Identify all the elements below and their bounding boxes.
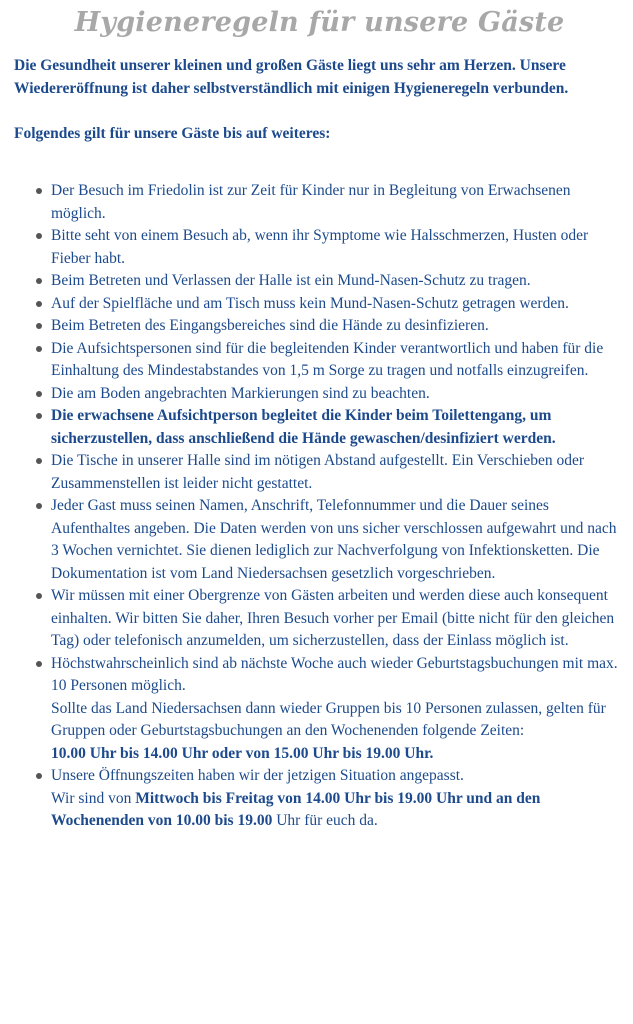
rule-item-birthday — [14, 653, 625, 766]
bullet-icon — [36, 503, 42, 509]
birthday-text: Höchstwahrscheinlich sind ab nächste Woche auch wieder Geburtstagsbuchungen mit max. 10 Personen möglich. — [51, 654, 618, 694]
bullet-icon — [36, 773, 42, 779]
rule-text: Die erwachsene Aufsichtperson begleitet die Kinder beim Toilettengang, um sicherzustellen, dass anschließend die Hände gewaschen/desinfiziert werden. — [51, 407, 556, 447]
bullet-icon — [36, 458, 42, 464]
rule-text: Die am Boden angebrachten Markierungen sind zu beachten. — [51, 384, 430, 402]
opening-hours-value: Mittwoch bis Freitag von 14.00 Uhr bis 19.00 Uhr und an den Wochenenden von 10.00 bis 19.00 — [51, 789, 541, 829]
rule-item — [14, 315, 625, 338]
birthday-times-end: . — [429, 744, 434, 762]
bullet-icon — [36, 233, 42, 239]
bullet-icon — [36, 346, 42, 352]
rule-item — [14, 495, 625, 585]
bullet-icon — [36, 323, 42, 329]
rule-item — [14, 270, 625, 293]
rule-item-opening-hours — [14, 765, 625, 833]
rule-text: Die Tische in unserer Halle sind im nötigen Abstand aufgestellt. Ein Verschieben oder Zusammenstellen ist leider nicht gestattet. — [51, 452, 585, 492]
opening-hours-pre: Wir sind von — [51, 789, 136, 807]
rule-item — [14, 225, 625, 270]
bullet-icon — [36, 593, 42, 599]
rule-text: Bitte seht von einem Besuch ab, wenn ihr Symptome wie Halsschmerzen, Husten oder Fieber habt. — [51, 227, 589, 267]
rule-item — [14, 450, 625, 495]
rule-item — [14, 338, 625, 383]
rules-subheading: Folgendes gilt für unsere Gäste bis auf weiteres: — [14, 125, 331, 142]
intro-paragraph: Die Gesundheit unserer kleinen und großen Gäste liegt uns sehr am Herzen. Unsere Wiedereröffnung ist daher selbstverständlich mit einigen Hygieneregeln verbunden. — [14, 57, 569, 97]
rule-text: Der Besuch im Friedolin ist zur Zeit für Kinder nur in Begleitung von Erwachsenen möglich. — [51, 182, 571, 222]
opening-hours-line — [51, 788, 625, 833]
page-title: Hygieneregeln für unsere Gäste — [74, 7, 565, 38]
bullet-icon — [36, 301, 42, 307]
rule-item-emphasized — [14, 405, 625, 450]
bullet-icon — [36, 188, 42, 194]
opening-hours-post: Uhr für euch da. — [272, 812, 378, 829]
rule-item — [14, 180, 625, 225]
rule-text: Jeder Gast muss seinen Namen, Anschrift, Telefonnummer und die Dauer seines Aufenthaltes angeben. Die Daten werden von uns sicher verschlossen aufgewahrt und nach 3 Wochen vernichtet. Sie dienen lediglich zur Nachverfolgung von Infektionsketten. Die Dokumentation ist vom Land Niedersachsen gesetzlich vorgeschrieben. — [51, 497, 617, 582]
opening-text: Unsere Öffnungszeiten haben wir der jetzigen Situation angepasst. — [51, 767, 464, 784]
rule-text: Die Aufsichtspersonen sind für die begleitenden Kinder verantwortlich und haben für die Einhaltung des Mindestabstandes von 1,5 m Sorge zu tragen und notfalls einzugreifen. — [51, 339, 604, 379]
bullet-icon — [36, 278, 42, 284]
rule-text: Beim Betreten des Eingangsbereiches sind die Hände zu desinfizieren. — [51, 317, 489, 334]
birthday-times — [51, 743, 625, 766]
bullet-icon — [36, 413, 42, 419]
bullet-icon — [36, 661, 42, 667]
rule-item — [14, 383, 625, 406]
rule-text: Beim Betreten und Verlassen der Halle ist ein Mund-Nasen-Schutz zu tragen. — [51, 272, 531, 289]
birthday-times-value: 10.00 Uhr bis 14.00 Uhr oder von 15.00 Uhr bis 19.00 Uhr — [51, 744, 430, 762]
rules-list — [14, 180, 625, 833]
rule-item — [14, 585, 625, 653]
bullet-icon — [36, 391, 42, 397]
rule-text: Auf der Spielfläche und am Tisch muss kein Mund-Nasen-Schutz getragen werden. — [51, 294, 569, 312]
rule-item — [14, 293, 625, 316]
birthday-group-text: Sollte das Land Niedersachsen dann wieder Gruppen bis 10 Personen zulassen, gelten für Gruppen oder Geburtstagsbuchungen an den Wochenenden folgende Zeiten: — [51, 699, 606, 739]
rule-text: Wir müssen mit einer Obergrenze von Gästen arbeiten und werden diese auch konsequent einhalten. Wir bitten Sie daher, Ihren Besuch vorher per Email (bitte nicht für den gleichen Tag) oder telefonisch anzumelden, um sicherzustellen, dass der Einlass möglich ist. — [51, 587, 615, 649]
